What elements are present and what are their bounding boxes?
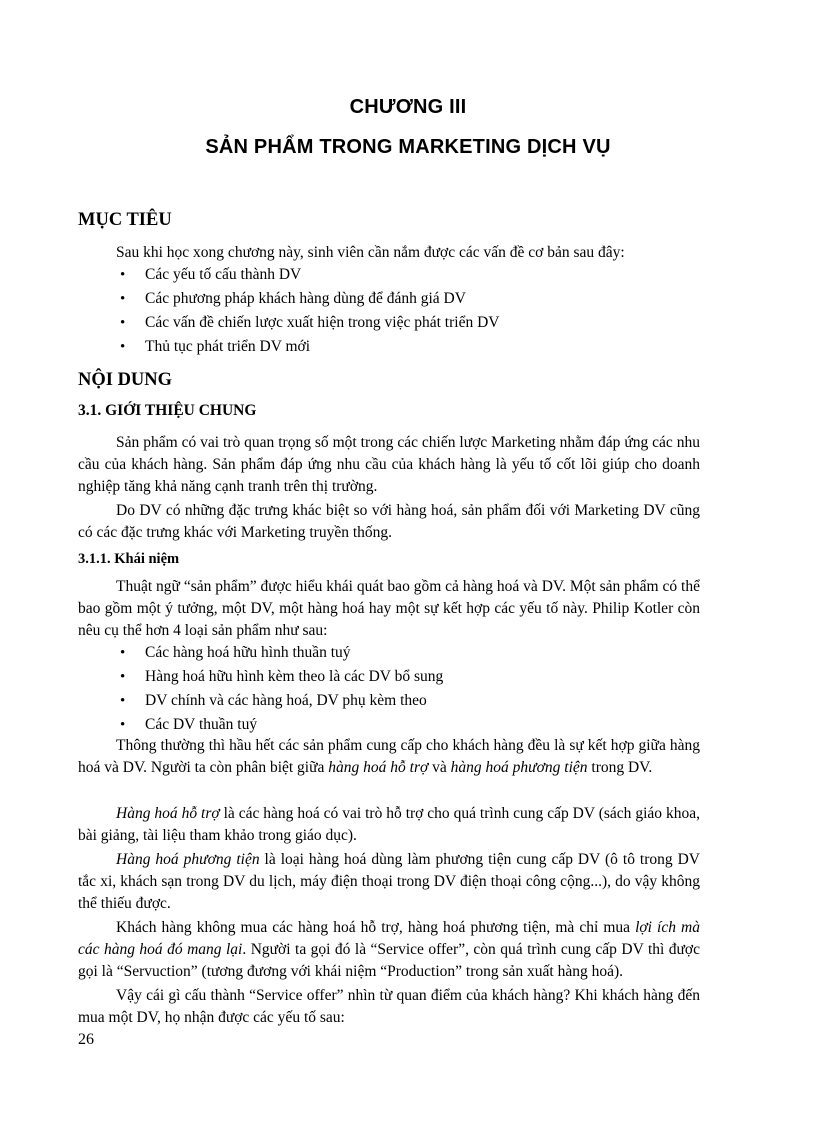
- facility-goods-paragraph: Hàng hoá phương tiện là loại hàng hoá dùng làm phương tiện cung cấp DV (ô tô trong DV tắc xi, khách sạn trong DV du lịch, máy điện thoại trong DV điện thoại công cộng...), do vậy không thể thiếu được.: [78, 851, 700, 912]
- term-support-goods: hàng hoá hỗ trợ: [328, 759, 429, 776]
- objectives-heading: MỤC TIÊU: [78, 210, 172, 230]
- chapter-number: CHƯƠNG III: [349, 96, 467, 118]
- term-facility-goods: hàng hoá phương tiện: [450, 759, 588, 776]
- product-type-item: • Các hàng hoá hữu hình thuần tuý: [120, 641, 443, 665]
- term-support-goods: Hàng hoá hỗ trợ: [116, 805, 220, 822]
- objectives-list: [120, 263, 499, 359]
- term-facility-goods: Hàng hoá phương tiện: [116, 851, 260, 868]
- page-number: 26: [78, 1031, 94, 1048]
- support-goods-paragraph: Hàng hoá hỗ trợ là các hàng hoá có vai trò hỗ trợ cho quá trình cung cấp DV (sách giáo khoa, bài giảng, tài liệu tham khảo trong giáo dục).: [78, 805, 700, 844]
- subsection-heading: 3.1.1. Khái niệm: [78, 551, 180, 567]
- question-paragraph: Vậy cái gì cấu thành “Service offer” nhìn từ quan điểm của khách hàng? Khi khách hàng đến mua một DV, họ nhận được các yếu tố sau:: [78, 987, 700, 1026]
- product-type-item: • Hàng hoá hữu hình kèm theo là các DV bổ sung: [120, 665, 443, 689]
- objective-item: • Các phương pháp khách hàng dùng để đánh giá DV: [120, 287, 499, 311]
- objective-item: • Các vấn đề chiến lược xuất hiện trong việc phát triển DV: [120, 311, 499, 335]
- section-heading: 3.1. GIỚI THIỆU CHUNG: [78, 402, 257, 419]
- concept-paragraph: Thuật ngữ “sản phẩm” được hiểu khái quát bao gồm cả hàng hoá và DV. Một sản phẩm có thể bao gồm một ý tưởng, một DV, một hàng hoá hay một sự kết hợp các yếu tố này. Philip Kotler còn nêu cụ thể hơn 4 loại sản phẩm như sau:: [78, 578, 700, 639]
- objective-item: • Các yếu tố cấu thành DV: [120, 263, 499, 287]
- dv-paragraph: Do DV có những đặc trưng khác biệt so với hàng hoá, sản phẩm đối với Marketing DV cũng có các đặc trưng khác với Marketing truyền thống.: [78, 502, 700, 541]
- term-benefit: lợi ích mà các hàng hoá đó mang lại: [78, 919, 700, 958]
- intro-paragraph: Sản phẩm có vai trò quan trọng số một trong các chiến lược Marketing nhằm đáp ứng các nhu cầu của khách hàng. Sản phẩm đáp ứng nhu cầu của khách hàng là yếu tố cốt lõi giúp cho doanh nghiệp tăng khả năng cạnh tranh trên thị trường.: [78, 434, 700, 495]
- product-type-item: • Các DV thuần tuý: [120, 713, 443, 737]
- objective-item: • Thủ tục phát triển DV mới: [120, 335, 499, 359]
- objectives-intro: Sau khi học xong chương này, sinh viên cần nắm được các vấn đề cơ bản sau đây:: [116, 244, 625, 261]
- product-types-list: [120, 641, 443, 737]
- service-offer-paragraph: Khách hàng không mua các hàng hoá hỗ trợ, hàng hoá phương tiện, mà chỉ mua lợi ích mà các hàng hoá đó mang lại. Người ta gọi đó là “Service offer”, còn quá trình cung cấp DV thì được gọi là “Servuction” (tương đương với khái niệm “Production” trong sản xuất hàng hoá).: [78, 919, 700, 980]
- chapter-title: SẢN PHẨM TRONG MARKETING DỊCH VỤ: [205, 136, 611, 158]
- product-type-item: • DV chính và các hàng hoá, DV phụ kèm theo: [120, 689, 443, 713]
- combination-paragraph: Thông thường thì hầu hết các sản phẩm cung cấp cho khách hàng đều là sự kết hợp giữa hàng hoá và DV. Người ta còn phân biệt giữa hàng hoá hỗ trợ và hàng hoá phương tiện trong DV.: [78, 737, 700, 776]
- content-heading: NỘI DUNG: [78, 370, 173, 390]
